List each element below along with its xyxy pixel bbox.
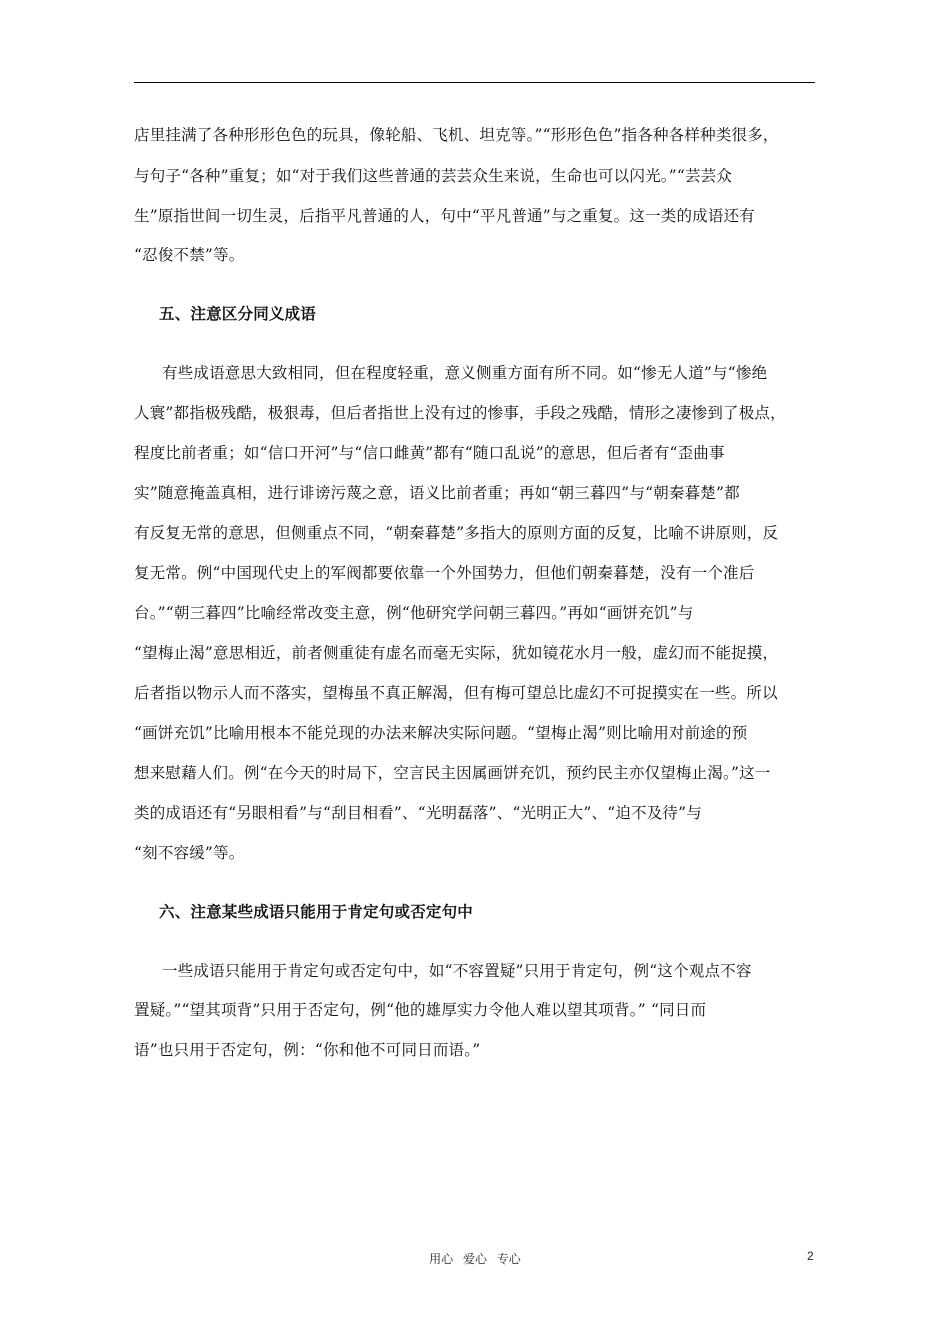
- paragraph-line: 一些成语只能用于肯定句或否定句中，如“不容置疑”只用于肯定句，例“这个观点不容: [162, 962, 752, 980]
- paragraph-line: 后者指以物示人而不落实，望梅虽不真正解渴，但有梅可望总比虚幻不可捉摸实在一些。所以: [134, 684, 778, 702]
- paragraph-line: 实”随意掩盖真相，进行诽谤污蔑之意，语义比前者重；再如“朝三暮四”与“朝秦暮楚”都: [134, 484, 740, 502]
- paragraph-line: “刻不容缓”等。: [134, 844, 245, 862]
- paragraph-line: 与句子“各种”重复；如“对于我们这些普通的芸芸众生来说，生命也可以闪光。”“芸芸众: [134, 167, 733, 185]
- paragraph-line: 想来慰藉人们。例“在今天的时局下，空言民主因属画饼充饥，预约民主亦仅望梅止渴。”这一: [134, 764, 771, 782]
- paragraph-line: 类的成语还有“另眼相看”与“刮目相看”、“光明磊落”、“光明正大”、“迫不及待”与: [134, 804, 702, 822]
- page-number: 2: [807, 1249, 814, 1263]
- paragraph-line: “望梅止渴”意思相近，前者侧重徒有虚名而毫无实际，犹如镜花水月一般，虚幻而不能捉摸，: [134, 644, 779, 662]
- header-rule: [134, 82, 815, 83]
- section-heading-6: 六、注意某些成语只能用于肯定句或否定句中: [159, 902, 474, 921]
- paragraph-line: 有些成语意思大致相同，但在程度轻重，意义侧重方面有所不同。如“惨无人道”与“惨绝: [162, 364, 768, 382]
- paragraph-line: “画饼充饥”比喻用根本不能兑现的办法来解决实际问题。“望梅止渴”则比喻用对前途的预: [134, 724, 748, 742]
- paragraph-line: 人寰”都指极残酷，极狠毒，但后者指世上没有过的惨事，手段之残酷，情形之凄惨到了极点，: [134, 404, 786, 422]
- footer-motto: 用心 爱心 专心: [429, 1252, 521, 1266]
- paragraph-line: 生”原指世间一切生灵，后指平凡普通的人，句中“平凡普通”与之重复。这一类的成语还有: [134, 207, 755, 225]
- paragraph-line: 程度比前者重；如“信口开河”与“信口雌黄”都有“随口乱说”的意思，但后者有“歪曲事: [134, 444, 725, 462]
- section-heading-5: 五、注意区分同义成语: [159, 304, 317, 323]
- paragraph-line: 台。”“朝三暮四”比喻经常改变主意，例“他研究学问朝三暮四。”再如“画饼充饥”与: [134, 604, 694, 622]
- paragraph-line: 语”也只用于否定句，例：“你和他不可同日而语。”: [134, 1041, 481, 1059]
- paragraph-line: “忍俊不禁”等。: [134, 246, 245, 264]
- paragraph-line: 有反复无常的意思，但侧重点不同，“朝秦暮楚”多指大的原则方面的反复，比喻不讲原则，反: [134, 524, 779, 542]
- paragraph-line: 复无常。例“中国现代史上的军阀都要依靠一个外国势力，但他们朝秦暮楚，没有一个准后: [134, 564, 755, 582]
- paragraph-line: 置疑。”“望其项背”只用于否定句，例“他的雄厚实力令他人难以望其项背。” “同日而: [134, 1001, 707, 1019]
- paragraph-line: 店里挂满了各种形形色色的玩具，像轮船、飞机、坦克等。”“形形色色”指各种各样种类很多，: [134, 126, 779, 144]
